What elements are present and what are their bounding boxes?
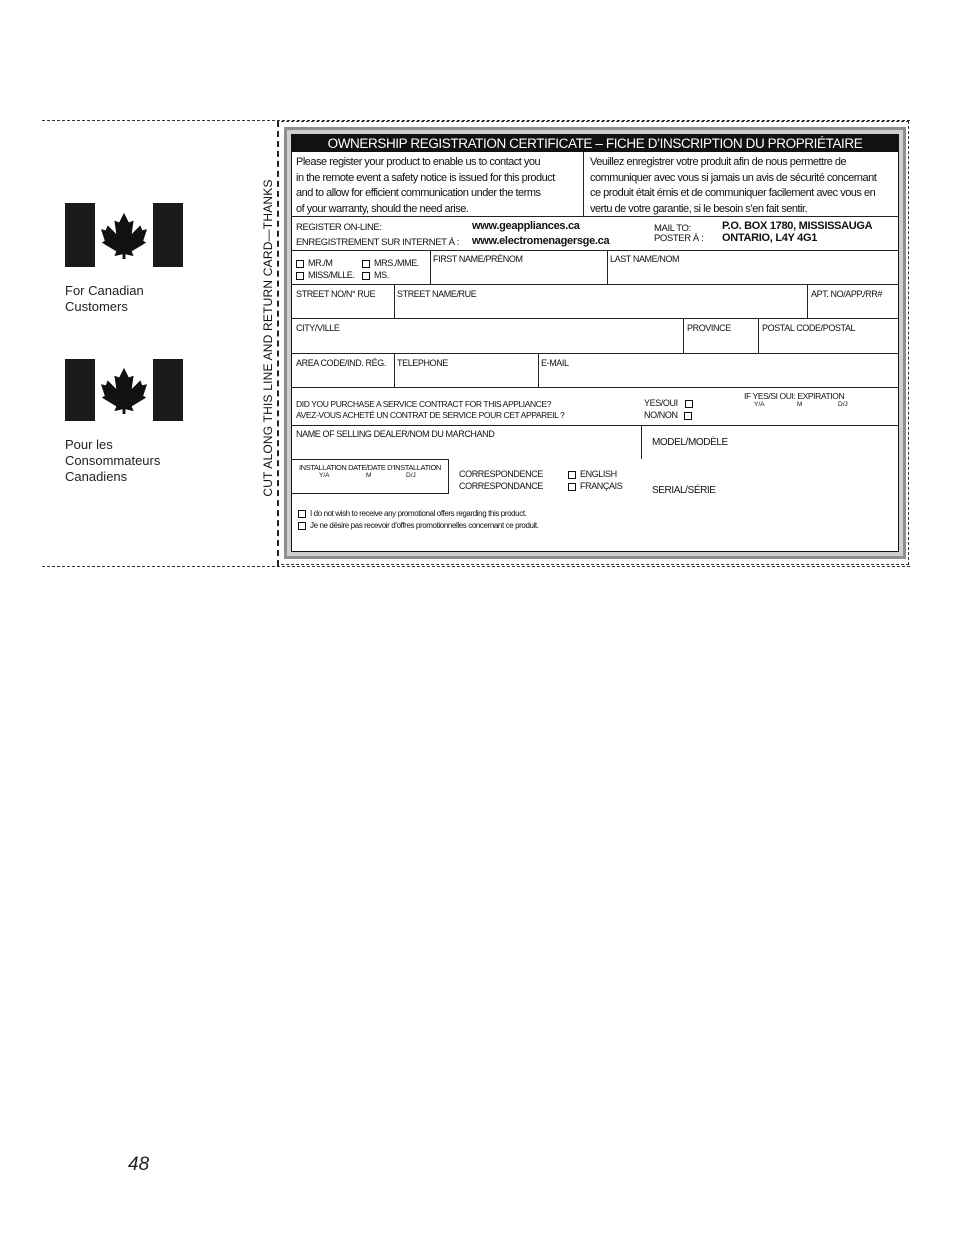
poster-a-label: POSTER À : bbox=[654, 233, 704, 244]
last-name-label: LAST NAME/NOM bbox=[610, 254, 680, 264]
postal-code-field[interactable] bbox=[758, 318, 898, 353]
checkbox-icon bbox=[362, 260, 370, 268]
checkbox-icon bbox=[296, 272, 304, 280]
title-miss-label: MISS/MLLE. bbox=[308, 270, 355, 280]
mail-to-label: MAIL TO: bbox=[654, 223, 691, 234]
install-date-label: INSTALLATION DATE/DATE D’INSTALLATION bbox=[299, 463, 441, 472]
province-label: PROVINCE bbox=[687, 323, 731, 333]
card-title: OWNERSHIP REGISTRATION CERTIFICATE – FICHE D’INSCRIPTION DU PROPRIÉTAIRE bbox=[292, 135, 898, 152]
service-contract-row bbox=[292, 387, 898, 425]
email-label: E-MAIL bbox=[541, 358, 569, 368]
install-day-label: D/J bbox=[406, 472, 416, 479]
area-code-field[interactable] bbox=[292, 353, 394, 387]
province-field[interactable] bbox=[683, 318, 758, 353]
url-french[interactable]: www.electromenagersge.ca bbox=[472, 235, 610, 247]
english-label: ENGLISH bbox=[580, 469, 617, 479]
caption-canadian-customers: For Canadian Customers bbox=[65, 283, 144, 314]
postal-code-label: POSTAL CODE/POSTAL bbox=[762, 323, 856, 333]
service-question-fr: AVEZ-VOUS ACHETÉ UN CONTRAT DE SERVICE POUR CET APPAREIL ? bbox=[296, 410, 565, 420]
intro-english: Please register your product to enable us to contact you in the remote event a safety notice is issued for this product and to allow for efficient communication under the terms of your warranty, should the need arise. bbox=[296, 156, 555, 215]
checkbox-icon bbox=[298, 522, 306, 530]
yes-label: YES/OUI bbox=[644, 398, 678, 408]
model-field[interactable] bbox=[642, 425, 898, 459]
expiration-label: IF YES/SI OUI: EXPIRATION bbox=[744, 391, 845, 401]
last-name-field[interactable] bbox=[607, 250, 898, 284]
street-no-label: STREET NO/N° RUE bbox=[296, 289, 376, 299]
canada-flag-icon bbox=[65, 359, 183, 421]
apt-label: APT. NO/APP./RR# bbox=[811, 289, 882, 299]
title-mr-label: MR./M bbox=[308, 258, 333, 268]
correspondence-label: CORRESPONDENCE bbox=[459, 469, 543, 479]
telephone-field[interactable] bbox=[394, 353, 538, 387]
title-miss-option[interactable] bbox=[296, 270, 355, 280]
area-code-label: AREA CODE/IND. RÉG. bbox=[296, 358, 386, 368]
english-option[interactable] bbox=[568, 469, 617, 479]
mailing-address-line1: P.O. BOX 1780, MISSISSAUGA bbox=[722, 220, 873, 232]
expiration-day-label: D/J bbox=[838, 401, 848, 408]
city-field[interactable] bbox=[292, 318, 683, 353]
cut-line-bottom bbox=[42, 566, 910, 567]
expiration-year-label: Y/A bbox=[754, 401, 765, 408]
first-name-label: FIRST NAME/PRÉNOM bbox=[433, 254, 523, 264]
title-ms-option[interactable] bbox=[362, 270, 389, 280]
registration-card bbox=[284, 127, 906, 559]
install-date-field[interactable] bbox=[292, 459, 449, 494]
title-mrs-label: MRS./MME. bbox=[374, 258, 419, 268]
optout-french-option[interactable] bbox=[298, 521, 539, 530]
registration-form bbox=[291, 134, 899, 552]
optout-french-label: Je ne désire pas recevoir d’offres promotionnelles concernant ce produit. bbox=[310, 521, 539, 530]
cut-line-vertical bbox=[277, 121, 279, 566]
checkbox-icon bbox=[685, 400, 693, 408]
service-no-option[interactable] bbox=[644, 410, 696, 420]
street-no-field[interactable] bbox=[292, 284, 394, 318]
checkbox-icon bbox=[298, 510, 306, 518]
caption-consommateurs-canadiens: Pour les Consommateurs Canadiens bbox=[65, 437, 161, 484]
optout-english-option[interactable] bbox=[298, 509, 526, 518]
register-online-fr-label: ENREGISTREMENT SUR INTERNET À : bbox=[296, 237, 460, 248]
francais-option[interactable] bbox=[568, 481, 622, 491]
register-online-label: REGISTER ON-LINE: bbox=[296, 222, 382, 233]
title-mrs-option[interactable] bbox=[362, 258, 419, 268]
page-number: 48 bbox=[128, 1154, 150, 1175]
checkbox-icon bbox=[296, 260, 304, 268]
optout-english-label: I do not wish to receive any promotional offers regarding this product. bbox=[310, 509, 527, 518]
install-year-label: Y/A bbox=[319, 472, 330, 479]
mailing-address-line2: ONTARIO, L4Y 4G1 bbox=[722, 232, 818, 244]
correspondance-label: CORRESPONDANCE bbox=[459, 481, 543, 491]
francais-label: FRANÇAIS bbox=[580, 481, 623, 491]
service-question-en: DID YOU PURCHASE A SERVICE CONTRACT FOR THIS APPLIANCE? bbox=[296, 399, 552, 409]
expiration-month-label: M bbox=[797, 401, 803, 408]
url-english[interactable]: www.geappliances.ca bbox=[472, 220, 580, 232]
city-label: CITY/VILLE bbox=[296, 323, 340, 333]
canada-flag-icon bbox=[65, 203, 183, 267]
dealer-field[interactable] bbox=[292, 425, 642, 459]
first-name-field[interactable] bbox=[430, 250, 607, 284]
apt-field[interactable] bbox=[807, 284, 898, 318]
serial-label: SERIAL/SÉRIE bbox=[652, 485, 716, 496]
checkbox-icon bbox=[568, 483, 576, 491]
title-mr-option[interactable] bbox=[296, 258, 333, 268]
checkbox-icon bbox=[568, 471, 576, 479]
title-ms-label: MS. bbox=[374, 270, 389, 280]
cut-instruction: CUT ALONG THIS LINE AND RETURN CARD—THANKS bbox=[261, 179, 275, 497]
email-field[interactable] bbox=[538, 353, 898, 387]
model-label: MODEL/MODÈLE bbox=[652, 437, 728, 448]
checkbox-icon bbox=[362, 272, 370, 280]
telephone-label: TELEPHONE bbox=[397, 358, 448, 368]
street-name-field[interactable] bbox=[394, 284, 807, 318]
service-yes-option[interactable] bbox=[644, 398, 697, 408]
checkbox-icon bbox=[684, 412, 692, 420]
install-month-label: M bbox=[366, 472, 372, 479]
intro-french: Veuillez enregistrer votre produit afin de nous permettre de communiquer avec vous si jamais un avis de sécurité concernant ce produit était émis et de communiquer facilement avec vous en vertu de votre garantie, si le besoin s’en fait sentir. bbox=[590, 156, 877, 215]
dealer-label: NAME OF SELLING DEALER/NOM DU MARCHAND bbox=[296, 429, 495, 439]
no-label: NO/NON bbox=[644, 410, 678, 420]
street-name-label: STREET NAME/RUE bbox=[397, 289, 477, 299]
